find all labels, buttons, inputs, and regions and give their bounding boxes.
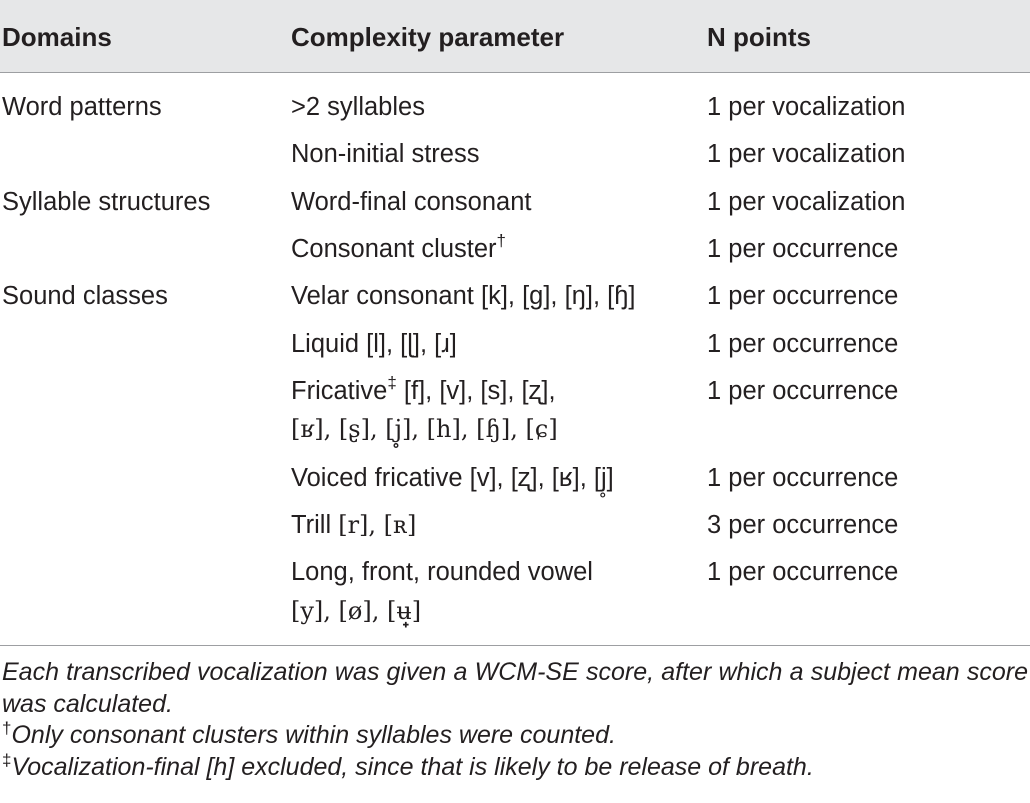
double-dagger-mark: ‡ bbox=[387, 372, 397, 392]
header-domains: Domains bbox=[2, 22, 112, 52]
parameter-cell: >2 syllables bbox=[291, 93, 425, 121]
parameter-text: Consonant cluster bbox=[291, 235, 497, 263]
parameter-text: Voiced fricative bbox=[291, 464, 463, 492]
ipa-symbols: [l], [ɭ], [ɹ] bbox=[366, 330, 457, 358]
parameter-cell: Long, front, rounded vowel bbox=[291, 558, 593, 586]
points-cell: 3 per occurrence bbox=[707, 511, 899, 539]
dagger-mark: † bbox=[496, 230, 507, 250]
domain-syllable-structures: Syllable structures bbox=[2, 188, 211, 216]
table-bottom-rule bbox=[0, 645, 1030, 646]
dagger-symbol: † bbox=[2, 718, 12, 738]
points-cell: 1 per occurrence bbox=[707, 464, 899, 492]
ipa-symbols: [k], [g], [ŋ], [ɧ] bbox=[480, 282, 636, 310]
parameter-text: Velar consonant bbox=[291, 282, 474, 310]
header-complexity-parameter: Complexity parameter bbox=[291, 22, 565, 52]
ipa-symbols-line2: [ʁ], [ʂ], [j̥], [h], [ɧ], [ɕ] bbox=[291, 415, 558, 443]
parameter-cell: Non-initial stress bbox=[291, 140, 480, 168]
parameter-text: Trill bbox=[291, 511, 332, 539]
table-header bbox=[0, 0, 1030, 73]
footnote-main: Each transcribed vocalization was given a WCM-SE score, after which a subject mean score was calculated. bbox=[2, 658, 1028, 718]
parameter-text: Fricative bbox=[291, 377, 388, 405]
table-footnotes bbox=[2, 657, 1028, 783]
parameter-cell bbox=[291, 230, 507, 264]
parameter-cell bbox=[291, 329, 457, 359]
double-dagger-symbol: ‡ bbox=[2, 750, 12, 770]
ipa-symbols-line2: [y], [ø], [ʉ̟] bbox=[291, 597, 422, 625]
parameter-text: Liquid bbox=[291, 330, 360, 358]
ipa-symbols: [r], [ʀ] bbox=[338, 511, 417, 539]
points-cell: 1 per occurrence bbox=[707, 377, 899, 405]
points-cell: 1 per occurrence bbox=[707, 282, 899, 310]
points-cell: 1 per occurrence bbox=[707, 330, 899, 358]
parameter-cell bbox=[291, 372, 556, 406]
footnote-dagger-text: Only consonant clusters within syllables were counted. bbox=[11, 721, 616, 749]
ipa-symbols: [v], [ʐ], [ʁ], [j̥] bbox=[469, 464, 614, 492]
domain-sound-classes: Sound classes bbox=[2, 282, 168, 310]
domain-word-patterns: Word patterns bbox=[2, 93, 162, 121]
header-n-points: N points bbox=[707, 22, 811, 52]
points-cell: 1 per occurrence bbox=[707, 558, 899, 586]
parameter-cell bbox=[291, 510, 416, 540]
points-cell: 1 per vocalization bbox=[707, 188, 906, 216]
footnote-double-dagger bbox=[2, 752, 1028, 784]
footnote-dagger bbox=[2, 720, 1028, 752]
parameter-cell: Word-final consonant bbox=[291, 188, 532, 216]
points-cell: 1 per vocalization bbox=[707, 140, 906, 168]
points-cell: 1 per occurrence bbox=[707, 235, 899, 263]
ipa-symbols: [f], [v], [s], [ʐ], bbox=[403, 377, 556, 405]
parameter-cell bbox=[291, 463, 614, 493]
footnote-double-dagger-text: Vocalization-final [h] excluded, since that is likely to be release of breath. bbox=[11, 752, 814, 781]
points-cell: 1 per vocalization bbox=[707, 93, 906, 121]
parameter-cell bbox=[291, 281, 635, 311]
